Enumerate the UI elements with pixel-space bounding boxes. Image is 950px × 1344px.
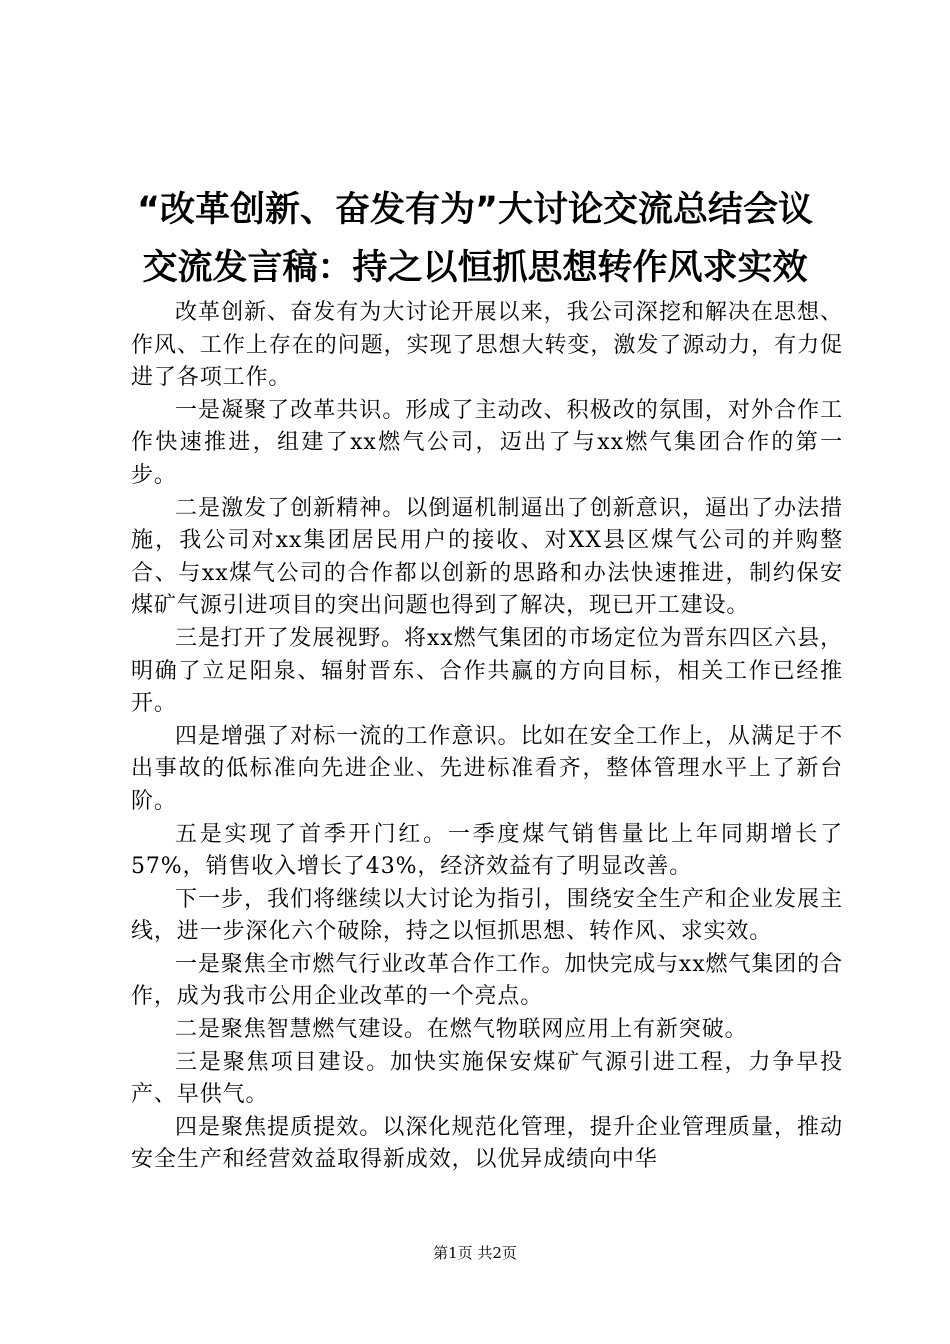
paragraph-plan-2: 二是聚焦智慧燃气建设。在燃气物联网应用上有新突破。 [175, 1017, 748, 1043]
document-title-line-2: 交流发言稿：持之以恒抓思想转作风求实效 [142, 248, 808, 288]
paragraph-point-4: 四是增强了对标一流的工作意识。比如在安全工作上，从满足于不出事故的低标准向先进企业、先进标准看齐，整体管理水平上了新台阶。 [131, 723, 843, 814]
paragraph-point-3: 三是打开了发展视野。将xx燃气集团的市场定位为晋东四区六县，明确了立足阳泉、辐射晋东、合作共赢的方向目标，相关工作已经推开。 [131, 625, 843, 717]
document-title-line-1: “改革创新、奋发有为”大讨论交流总结会议 [136, 190, 813, 230]
paragraph-intro: 改革创新、奋发有为大讨论开展以来，我公司深挖和解决在思想、作风、工作上存在的问题，实现了思想大转变，激发了源动力，有力促进了各项工作。 [131, 300, 843, 391]
paragraph-point-1: 一是凝聚了改革共识。形成了主动改、积极改的氛围，对外合作工作快速推进，组建了xx燃气公司，迈出了与xx燃气集团合作的第一步。 [131, 397, 843, 488]
paragraph-plan-4: 四是聚焦提质提效。以深化规范化管理，提升企业管理质量，推动安全生产和经营效益取得新成效，以优异成绩向中华 [131, 1114, 843, 1173]
paragraph-plan-3: 三是聚焦项目建设。加快实施保安煤矿气源引进工程，力争早投产、早供气。 [131, 1049, 843, 1108]
paragraph-point-5: 五是实现了首季开门红。一季度煤气销售量比上年同期增长了57%，销售收入增长了43%，经济效益有了明显改善。 [131, 821, 843, 880]
paragraph-plan-1: 一是聚焦全市燃气行业改革合作工作。加快完成与xx燃气集团的合作，成为我市公用企业改革的一个亮点。 [131, 951, 843, 1010]
document-body [131, 297, 843, 1177]
paragraph-point-2: 二是激发了创新精神。以倒逼机制逼出了创新意识，逼出了办法措施，我公司对xx集团居民用户的接收、对XX县区煤气公司的并购整合、与xx煤气公司的合作都以创新的思路和办法快速推进，制约保安煤矿气源引进项目的突出问题也得到了解决，现已开工建设。 [131, 495, 843, 619]
paragraph-next-step: 下一步，我们将继续以大讨论为指引，围绕安全生产和企业发展主线，进一步深化六个破除，持之以恒抓思想、转作风、求实效。 [131, 886, 843, 945]
page-number: 第1页 共2页 [433, 1244, 517, 1262]
